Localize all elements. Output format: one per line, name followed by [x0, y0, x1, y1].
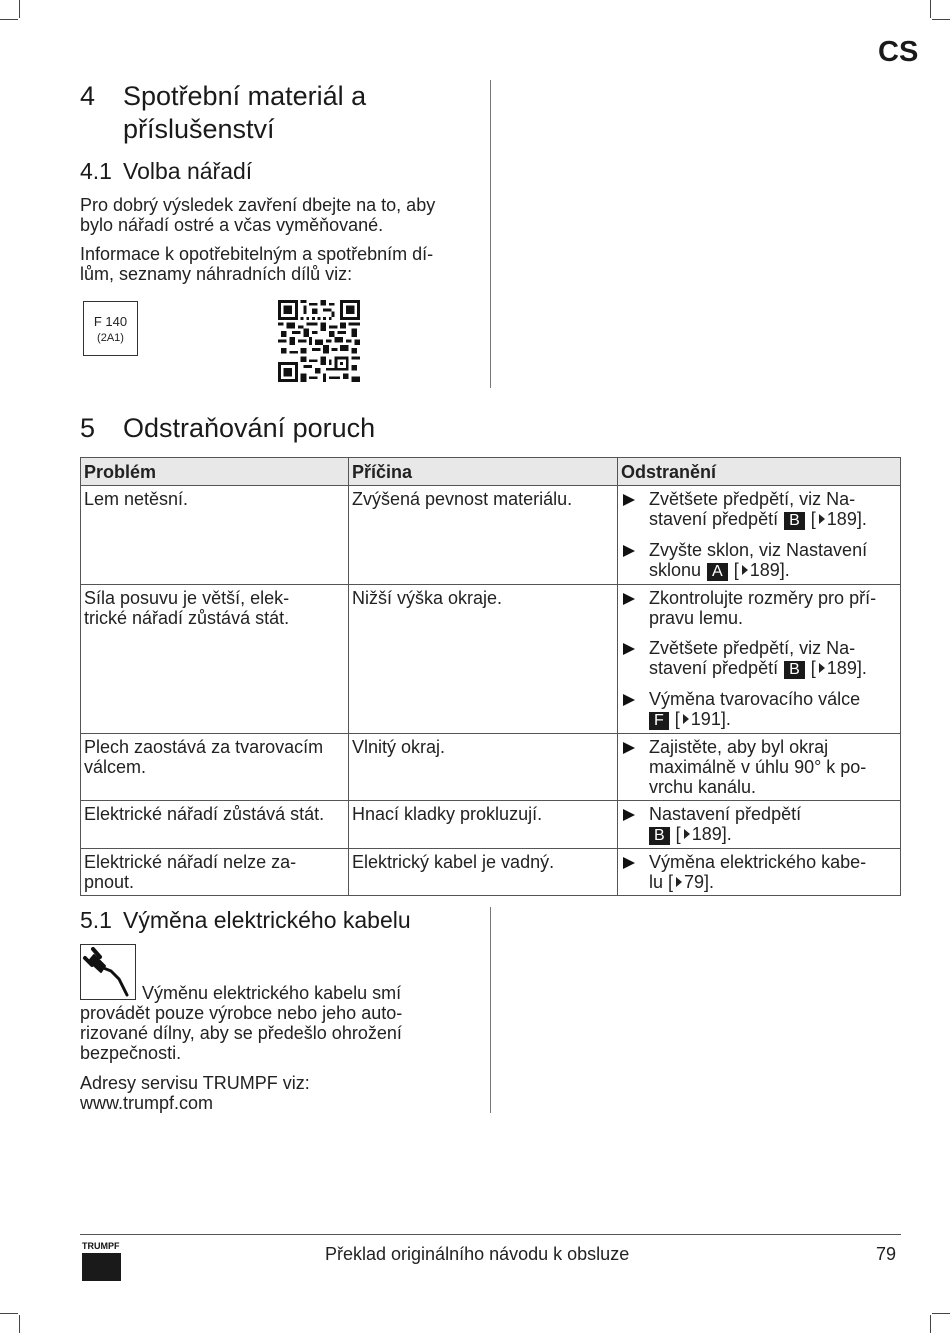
- crop-mark: [19, 0, 20, 18]
- page-ref-arrow-icon: [819, 663, 825, 673]
- text-line: Informace k opotřebitelným a spotřebním dí-: [80, 244, 434, 264]
- page-ref-arrow-icon: [683, 714, 689, 724]
- column-header-cause: Příčina: [349, 458, 618, 486]
- remedy-item: [621, 737, 896, 797]
- cause-cell: [349, 801, 618, 849]
- paragraph: [80, 195, 490, 235]
- table-row: [81, 849, 901, 896]
- cell-text: trické nářadí zůstává stát.: [84, 608, 290, 628]
- remedy-text: sklonu: [649, 560, 702, 580]
- remedy-text: pravu lemu.: [649, 608, 744, 628]
- table-row: [81, 734, 901, 801]
- website-link[interactable]: www.trumpf.com: [80, 1093, 214, 1113]
- problem-cell: [81, 849, 349, 896]
- cell-text: Síla posuvu je větší, elek-: [84, 588, 290, 608]
- bullet-arrow-icon: [623, 593, 635, 605]
- section-number: 4.1: [80, 158, 112, 184]
- page-reference-link[interactable]: 191].: [690, 709, 731, 729]
- qr-code-icon[interactable]: [278, 300, 360, 382]
- remedy-cell: [618, 585, 901, 734]
- problem-cell: [81, 585, 349, 734]
- cause-cell: [349, 849, 618, 896]
- remedy-text: Zvětšete předpětí, viz Na-: [649, 489, 856, 509]
- brand-logo-text: TRUMPF: [82, 1241, 120, 1251]
- column-divider: [490, 80, 491, 388]
- cell-text: Lem netěsní.: [84, 489, 189, 509]
- table-row: [81, 486, 901, 585]
- section-number: 5: [80, 413, 96, 443]
- page-reference-link[interactable]: 189].: [826, 658, 867, 678]
- crop-mark: [0, 1313, 18, 1314]
- bullet-arrow-icon: [623, 494, 635, 506]
- cell-text: Vlnitý okraj.: [352, 737, 446, 757]
- bullet-arrow-icon: [623, 545, 635, 557]
- text-line: bezpečnosti.: [80, 1043, 182, 1063]
- cell-text: Elektrické nářadí zůstává stát.: [84, 804, 325, 824]
- remedy-text: stavení předpětí: [649, 509, 779, 529]
- footer-divider: [80, 1234, 901, 1235]
- section-title: Výměna elektrického kabelu: [123, 907, 411, 933]
- remedy-text: Zvětšete předpětí, viz Na-: [649, 638, 856, 658]
- section-key-badge[interactable]: B: [784, 661, 805, 679]
- remedy-item: Výměna elektrického kabe- lu [ 79].: [621, 852, 896, 892]
- remedy-text: maximálně v úhlu 90° k po-: [649, 757, 867, 777]
- remedy-text: Zvyšte sklon, viz Nastavení: [649, 540, 868, 560]
- section-title: [123, 80, 366, 146]
- crop-mark: [19, 1315, 20, 1333]
- part-reference-box: [83, 301, 138, 356]
- cause-cell: [349, 486, 618, 585]
- cell-text: Hnací kladky prokluzují.: [352, 804, 543, 824]
- cell-text: pnout.: [84, 872, 135, 892]
- remedy-item: Zvyšte sklon, viz Nastavení sklonu A [ 189].: [621, 540, 896, 581]
- footer-title: Překlad originálního návodu k obsluze: [325, 1244, 630, 1264]
- brand-logo-block: [82, 1253, 121, 1281]
- page-reference-link[interactable]: 189].: [749, 560, 790, 580]
- section-key-badge[interactable]: F: [649, 712, 669, 730]
- remedy-text: stavení předpětí: [649, 658, 779, 678]
- bullet-arrow-icon: [623, 809, 635, 821]
- remedy-text: vrchu kanálu.: [649, 777, 757, 797]
- text-line: provádět pouze výrobce nebo jeho auto-: [80, 1003, 403, 1023]
- text-line: bylo nářadí ostré a včas vyměňované.: [80, 215, 384, 235]
- page-ref-arrow-icon: [819, 514, 825, 524]
- page-ref-arrow-icon: [676, 877, 682, 887]
- remedy-text: Zkontrolujte rozměry pro pří-: [649, 588, 877, 608]
- crop-mark: [930, 1315, 931, 1333]
- remedy-cell: [618, 801, 901, 849]
- column-header-remedy: Odstranění: [618, 458, 901, 486]
- paragraph: [80, 244, 490, 284]
- page-reference-link[interactable]: 79].: [684, 872, 715, 892]
- crop-mark: [0, 19, 18, 20]
- remedy-item: Zvětšete předpětí, viz Na- stavení předpětí B [ 189].: [621, 638, 896, 679]
- text-line: rizované dílny, aby se předešlo ohrožení: [80, 1023, 402, 1043]
- section-key-badge[interactable]: A: [707, 563, 728, 581]
- section-title: Odstraňování poruch: [123, 413, 376, 443]
- bullet-arrow-icon: [623, 857, 635, 869]
- bullet-arrow-icon: [623, 643, 635, 655]
- section-title: Volba nářadí: [123, 158, 253, 184]
- section-key-badge[interactable]: B: [784, 512, 805, 530]
- page-reference-link[interactable]: 189].: [691, 824, 732, 844]
- remedy-item: Zvětšete předpětí, viz Na- stavení předpětí B [ 189].: [621, 489, 896, 530]
- page-number: 79: [876, 1244, 897, 1264]
- remedy-text: Výměna tvarovacího válce: [649, 689, 861, 709]
- remedy-item: Výměna tvarovacího válce F [ 191].: [621, 689, 896, 730]
- column-header-problem: Problém: [81, 458, 349, 486]
- text-line: Pro dobrý výsledek zavření dbejte na to, aby: [80, 195, 436, 215]
- text-line: Výměnu elektrického kabelu smí: [142, 983, 402, 1003]
- paragraph: [80, 1073, 490, 1113]
- problem-cell: [81, 801, 349, 849]
- page-ref-arrow-icon: [742, 565, 748, 575]
- cell-text: Plech zaostává za tvarovacím: [84, 737, 324, 757]
- section-number: 5.1: [80, 907, 112, 933]
- remedy-cell: [618, 486, 901, 585]
- cause-cell: [349, 734, 618, 801]
- crop-mark: [930, 0, 931, 18]
- remedy-text: Výměna elektrického kabe-: [649, 852, 867, 872]
- remedy-text: Nastavení předpětí: [649, 804, 802, 824]
- section-4-heading: [80, 80, 480, 146]
- paragraph: [80, 983, 490, 1063]
- column-divider: [490, 907, 491, 1113]
- crop-mark: [932, 19, 950, 20]
- page-reference-link[interactable]: 189].: [826, 509, 867, 529]
- text-line: Adresy servisu TRUMPF viz:: [80, 1073, 310, 1093]
- remedy-item: [621, 588, 896, 628]
- part-code: F 140: [93, 314, 128, 329]
- table-row: [81, 801, 901, 849]
- table-header-row: [81, 458, 901, 486]
- section-number: 4: [80, 81, 96, 111]
- cell-text: válcem.: [84, 757, 147, 777]
- remedy-cell: [618, 849, 901, 896]
- section-5-heading: [80, 412, 480, 446]
- cell-text: Elektrický kabel je vadný.: [352, 852, 555, 872]
- cell-text: Elektrické nářadí nelze za-: [84, 852, 297, 872]
- cause-cell: [349, 585, 618, 734]
- bullet-arrow-icon: [623, 742, 635, 754]
- part-variant: (2A1): [97, 332, 124, 344]
- problem-cell: [81, 486, 349, 585]
- problem-cell: [81, 734, 349, 801]
- remedy-cell: [618, 734, 901, 801]
- troubleshooting-table: [80, 457, 901, 896]
- remedy-text: Zajistěte, aby byl okraj: [649, 737, 829, 757]
- section-key-badge[interactable]: B: [649, 827, 670, 845]
- cell-text: Nižší výška okraje.: [352, 588, 503, 608]
- remedy-text: lu: [649, 872, 664, 892]
- page-ref-arrow-icon: [684, 829, 690, 839]
- cell-text: Zvýšená pevnost materiálu.: [352, 489, 573, 509]
- text-line: lům, seznamy náhradních dílů viz:: [80, 264, 353, 284]
- bullet-arrow-icon: [623, 694, 635, 706]
- language-code: CS: [878, 36, 919, 68]
- title-line: příslušenství: [123, 114, 275, 144]
- table-row: [81, 585, 901, 734]
- crop-mark: [932, 1313, 950, 1314]
- title-line: Spotřební materiál a: [123, 81, 367, 111]
- remedy-item: Nastavení předpětí B [ 189].: [621, 804, 896, 845]
